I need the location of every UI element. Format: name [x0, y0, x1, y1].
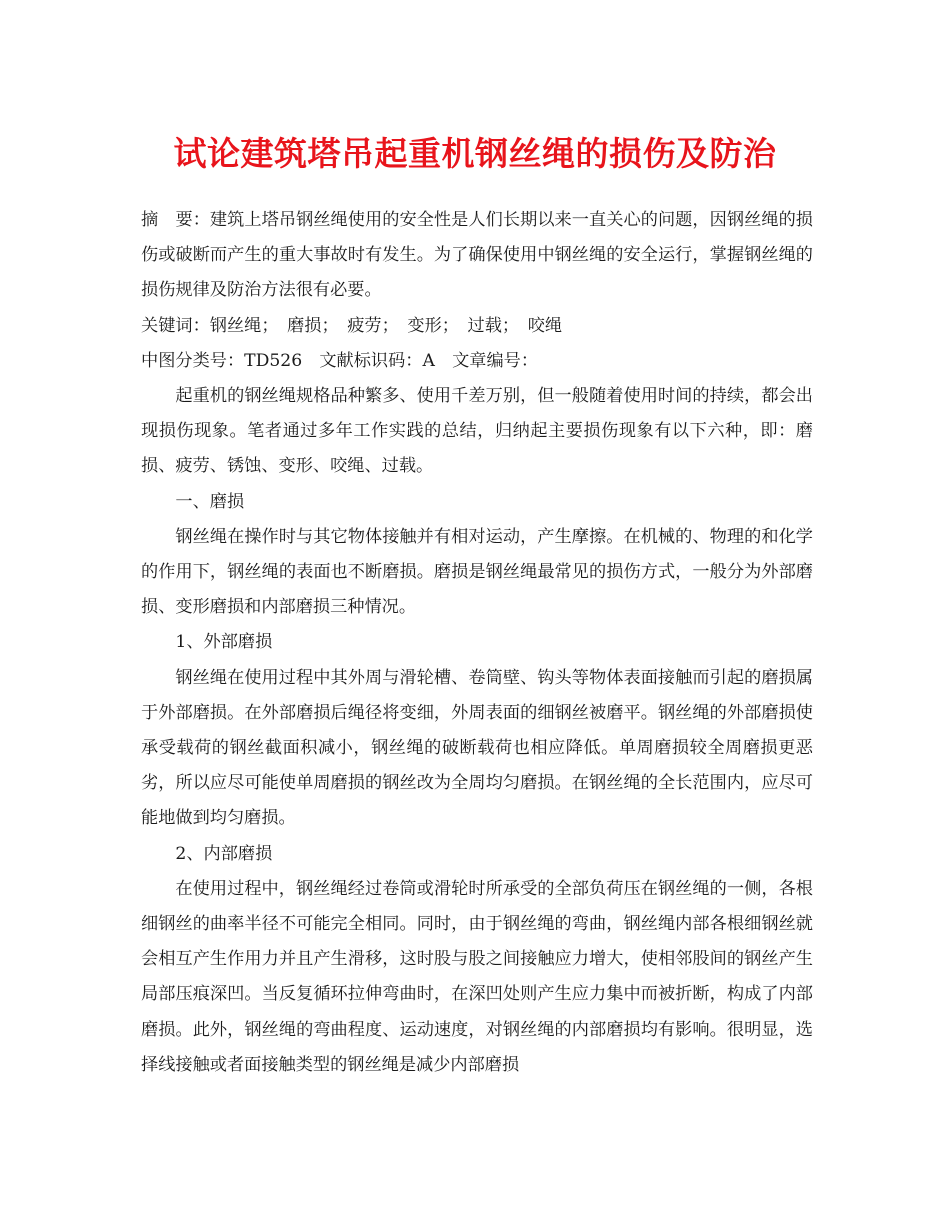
wear-paragraph: 钢丝绳在操作时与其它物体接触并有相对运动，产生摩擦。在机械的、物理的和化学的作用下，钢丝绳的表面也不断磨损。磨损是钢丝绳最常见的损伤方式，一般分为外部磨损、变形磨损和内部磨损三种情况。: [141, 526, 813, 618]
intro-paragraph: 起重机的钢丝绳规格品种繁多、使用千差万别，但一般随着使用时间的持续，都会出现损伤现象。笔者通过多年工作实践的总结，归纳起主要损伤现象有以下六种，即：磨损、疲劳、锈蚀、变形、咬绳、过载。: [141, 386, 813, 477]
subsection-heading-internal-wear: 2、内部磨损: [175, 843, 273, 864]
internal-wear-paragraph: 在使用过程中，钢丝绳经过卷筒或滑轮时所承受的全部负荷压在钢丝绳的一侧，各根细钢丝的曲率半径不可能完全相同。同时，由于钢丝绳的弯曲，钢丝绳内部各根细钢丝就会相互产生作用力并且产生滑移，这时股与股之间接触应力增大，使相邻股间的钢丝产生局部压痕深凹。当反复循环拉伸弯曲时，在深凹处则产生应力集中而被折断，构成了内部磨损。此外，钢丝绳的弯曲程度、运动速度，对钢丝绳的内部磨损均有影响。很明显，选择线接触或者面接触类型的钢丝绳是减少内部磨损: [141, 878, 813, 1075]
keywords-line: 关键词：钢丝绳； 磨损； 疲劳； 变形； 过载； 咬绳: [141, 315, 563, 336]
abstract-paragraph: 摘 要：建筑上塔吊钢丝绳使用的安全性是人们长期以来一直关心的问题，因钢丝绳的损伤或破断而产生的重大事故时有发生。为了确保使用中钢丝绳的安全运行，掌握钢丝绳的损伤规律及防治方法很有必要。: [141, 210, 813, 301]
subsection-heading-external-wear: 1、外部磨损: [175, 632, 273, 653]
document-title: 试论建筑塔吊起重机钢丝绳的损伤及防治: [173, 134, 777, 173]
external-wear-paragraph: 钢丝绳在使用过程中其外周与滑轮槽、卷筒壁、钩头等物体表面接触而引起的磨损属于外部磨损。在外部磨损后绳径将变细，外周表面的细钢丝被磨平。钢丝绳的外部磨损使承受载荷的钢丝截面积减小，钢丝绳的破断载荷也相应降低。单周磨损较全周磨损更恶劣，所以应尽可能使单周磨损的钢丝改为全周均匀磨损。在钢丝绳的全长范围内，应尽可能地做到均匀磨损。: [141, 667, 813, 829]
classification-line: 中图分类号：TD526 文献标识码：A 文章编号：: [141, 350, 539, 371]
document-body: [141, 203, 813, 1083]
section-heading-wear: 一、磨损: [175, 491, 245, 512]
